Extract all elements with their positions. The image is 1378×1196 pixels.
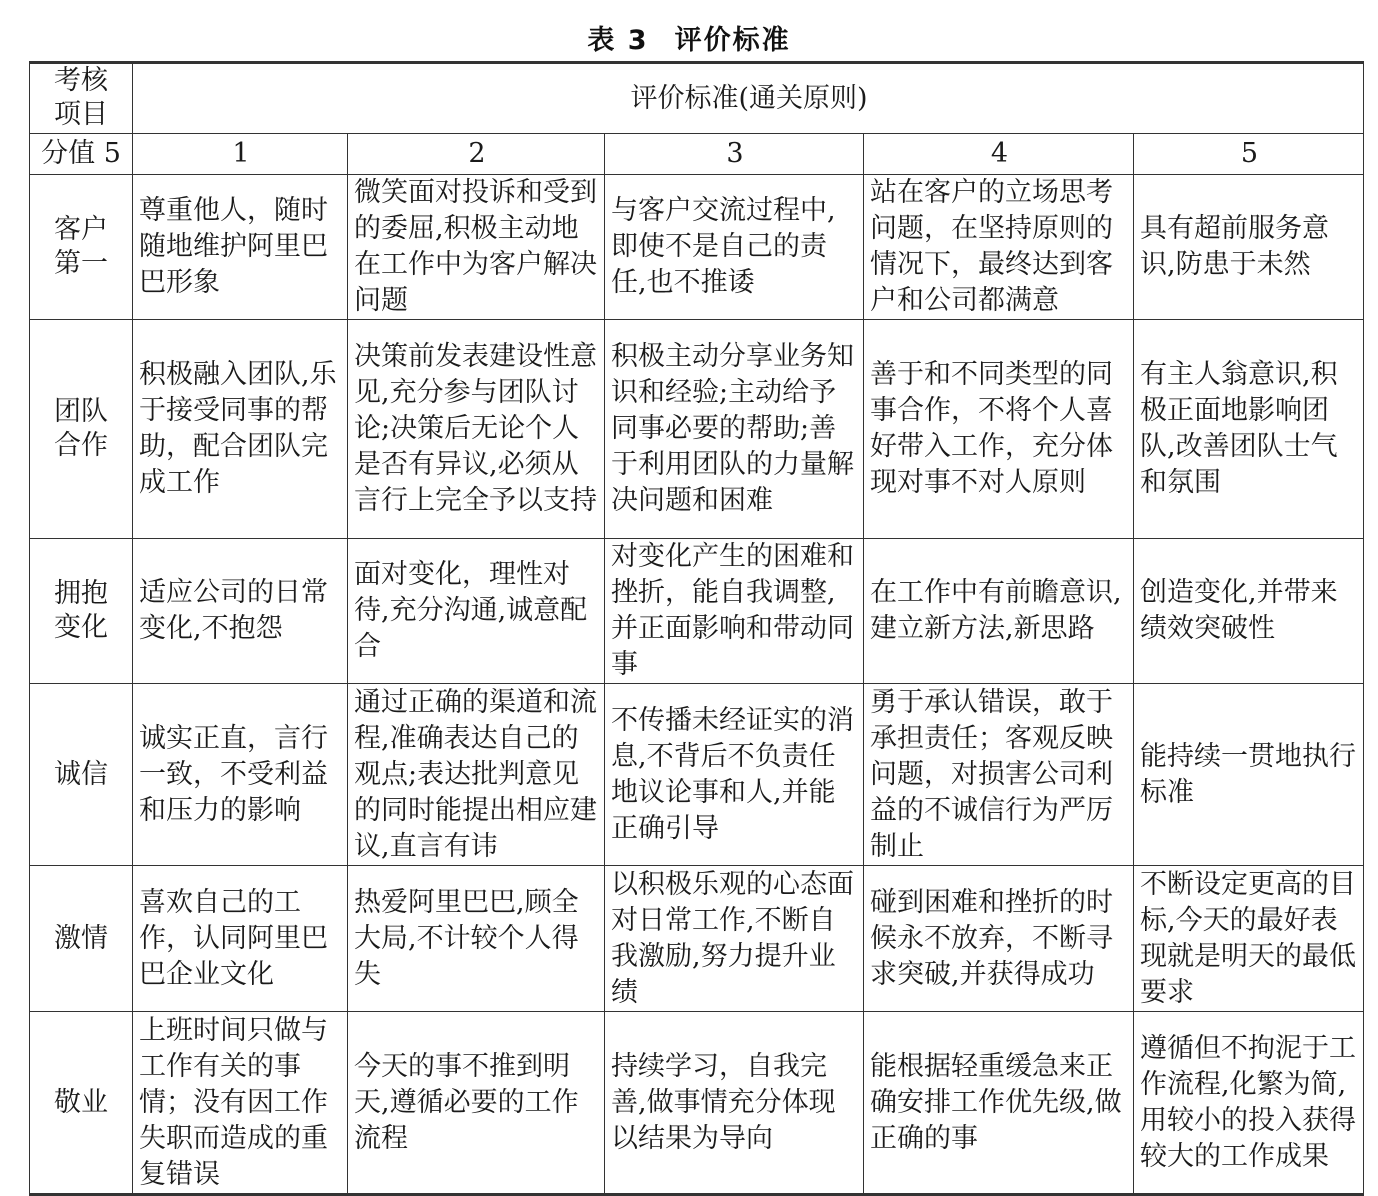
criteria-cell: 善于和不同类型的同事合作，不将个人喜好带入工作，充分体现对事不对人原则 bbox=[864, 320, 1134, 539]
criteria-cell: 喜欢自己的工作，认同阿里巴巴企业文化 bbox=[133, 866, 348, 1012]
score-3: 3 bbox=[605, 134, 864, 175]
criteria-cell: 尊重他人，随时随地维护阿里巴巴形象 bbox=[133, 175, 348, 320]
category-cell bbox=[30, 320, 133, 539]
table-caption bbox=[0, 18, 1378, 57]
category-embrace-change: 拥抱 变化 bbox=[54, 577, 108, 643]
criteria-cell: 碰到困难和挫折的时候永不放弃，不断寻求突破,并获得成功 bbox=[864, 866, 1134, 1012]
table-row bbox=[30, 866, 1364, 1012]
criteria-header: 评价标准(通关原则) bbox=[133, 63, 1364, 134]
score-label: 分值 5 bbox=[30, 134, 133, 175]
criteria-cell: 对变化产生的困难和挫折，能自我调整,并正面影响和带动同事 bbox=[605, 539, 864, 684]
criteria-cell: 积极融入团队,乐于接受同事的帮助，配合团队完成工作 bbox=[133, 320, 348, 539]
criteria-cell: 有主人翁意识,积极正面地影响团队,改善团队士气和氛围 bbox=[1134, 320, 1364, 539]
criteria-cell: 热爱阿里巴巴,顾全大局,不计较个人得失 bbox=[348, 866, 605, 1012]
category-integrity: 诚信 bbox=[54, 758, 108, 790]
criteria-cell: 创造变化,并带来绩效突破性 bbox=[1134, 539, 1364, 684]
criteria-cell: 站在客户的立场思考问题，在坚持原则的情况下，最终达到客户和公司都满意 bbox=[864, 175, 1134, 320]
criteria-cell: 与客户交流过程中,即使不是自己的责任,也不推诿 bbox=[605, 175, 864, 320]
category-cell bbox=[30, 175, 133, 320]
item-column-header-text: 考核 项目 bbox=[54, 65, 108, 130]
header-row bbox=[30, 63, 1364, 134]
criteria-cell: 能根据轻重缓急来正确安排工作优先级,做正确的事 bbox=[864, 1012, 1134, 1195]
table-row bbox=[30, 684, 1364, 866]
category-passion: 激情 bbox=[54, 922, 108, 954]
criteria-cell: 上班时间只做与工作有关的事情；没有因工作失职而造成的重复错误 bbox=[133, 1012, 348, 1195]
criteria-cell: 遵循但不拘泥于工作流程,化繁为简,用较小的投入获得较大的工作成果 bbox=[1134, 1012, 1364, 1195]
criteria-cell: 今天的事不推到明天,遵循必要的工作流程 bbox=[348, 1012, 605, 1195]
criteria-cell: 在工作中有前瞻意识,建立新方法,新思路 bbox=[864, 539, 1134, 684]
criteria-cell: 积极主动分享业务知识和经验;主动给予同事必要的帮助;善于利用团队的力量解决问题和困难 bbox=[605, 320, 864, 539]
table-row bbox=[30, 1012, 1364, 1195]
score-1: 1 bbox=[133, 134, 348, 175]
criteria-cell: 决策前发表建设性意见,充分参与团队讨论;决策后无论个人是否有异议,必须从言行上完全予以支持 bbox=[348, 320, 605, 539]
criteria-cell: 不断设定更高的目标,今天的最好表现就是明天的最低要求 bbox=[1134, 866, 1364, 1012]
score-row bbox=[30, 134, 1364, 175]
item-column-header bbox=[30, 63, 133, 134]
table-number: 表 3 bbox=[587, 25, 649, 56]
criteria-cell: 持续学习，自我完善,做事情充分体现以结果为导向 bbox=[605, 1012, 864, 1195]
evaluation-criteria-table bbox=[29, 61, 1364, 1196]
criteria-cell: 适应公司的日常变化,不抱怨 bbox=[133, 539, 348, 684]
table-row bbox=[30, 175, 1364, 320]
score-2: 2 bbox=[348, 134, 605, 175]
criteria-cell: 勇于承认错误，敢于承担责任；客观反映问题，对损害公司利益的不诚信行为严厉制止 bbox=[864, 684, 1134, 866]
criteria-cell: 面对变化，理性对待,充分沟通,诚意配合 bbox=[348, 539, 605, 684]
category-dedication: 敬业 bbox=[54, 1086, 108, 1118]
criteria-cell: 能持续一贯地执行标准 bbox=[1134, 684, 1364, 866]
criteria-cell: 通过正确的渠道和流程,准确表达自己的观点;表达批判意见的同时能提出相应建议,直言有讳 bbox=[348, 684, 605, 866]
category-customer-first: 客户 第一 bbox=[54, 213, 108, 279]
category-cell bbox=[30, 866, 133, 1012]
criteria-cell: 诚实正直，言行一致，不受利益和压力的影响 bbox=[133, 684, 348, 866]
category-teamwork: 团队 合作 bbox=[54, 395, 108, 461]
category-cell bbox=[30, 684, 133, 866]
criteria-cell: 微笑面对投诉和受到的委屈,积极主动地在工作中为客户解决问题 bbox=[348, 175, 605, 320]
table-title: 评价标准 bbox=[674, 25, 791, 56]
table-row bbox=[30, 539, 1364, 684]
category-cell bbox=[30, 1012, 133, 1195]
criteria-cell: 以积极乐观的心态面对日常工作,不断自我激励,努力提升业绩 bbox=[605, 866, 864, 1012]
score-5: 5 bbox=[1134, 134, 1364, 175]
category-cell bbox=[30, 539, 133, 684]
score-4: 4 bbox=[864, 134, 1134, 175]
criteria-cell: 具有超前服务意识,防患于未然 bbox=[1134, 175, 1364, 320]
table-row bbox=[30, 320, 1364, 539]
criteria-cell: 不传播未经证实的消息,不背后不负责任地议论事和人,并能正确引导 bbox=[605, 684, 864, 866]
